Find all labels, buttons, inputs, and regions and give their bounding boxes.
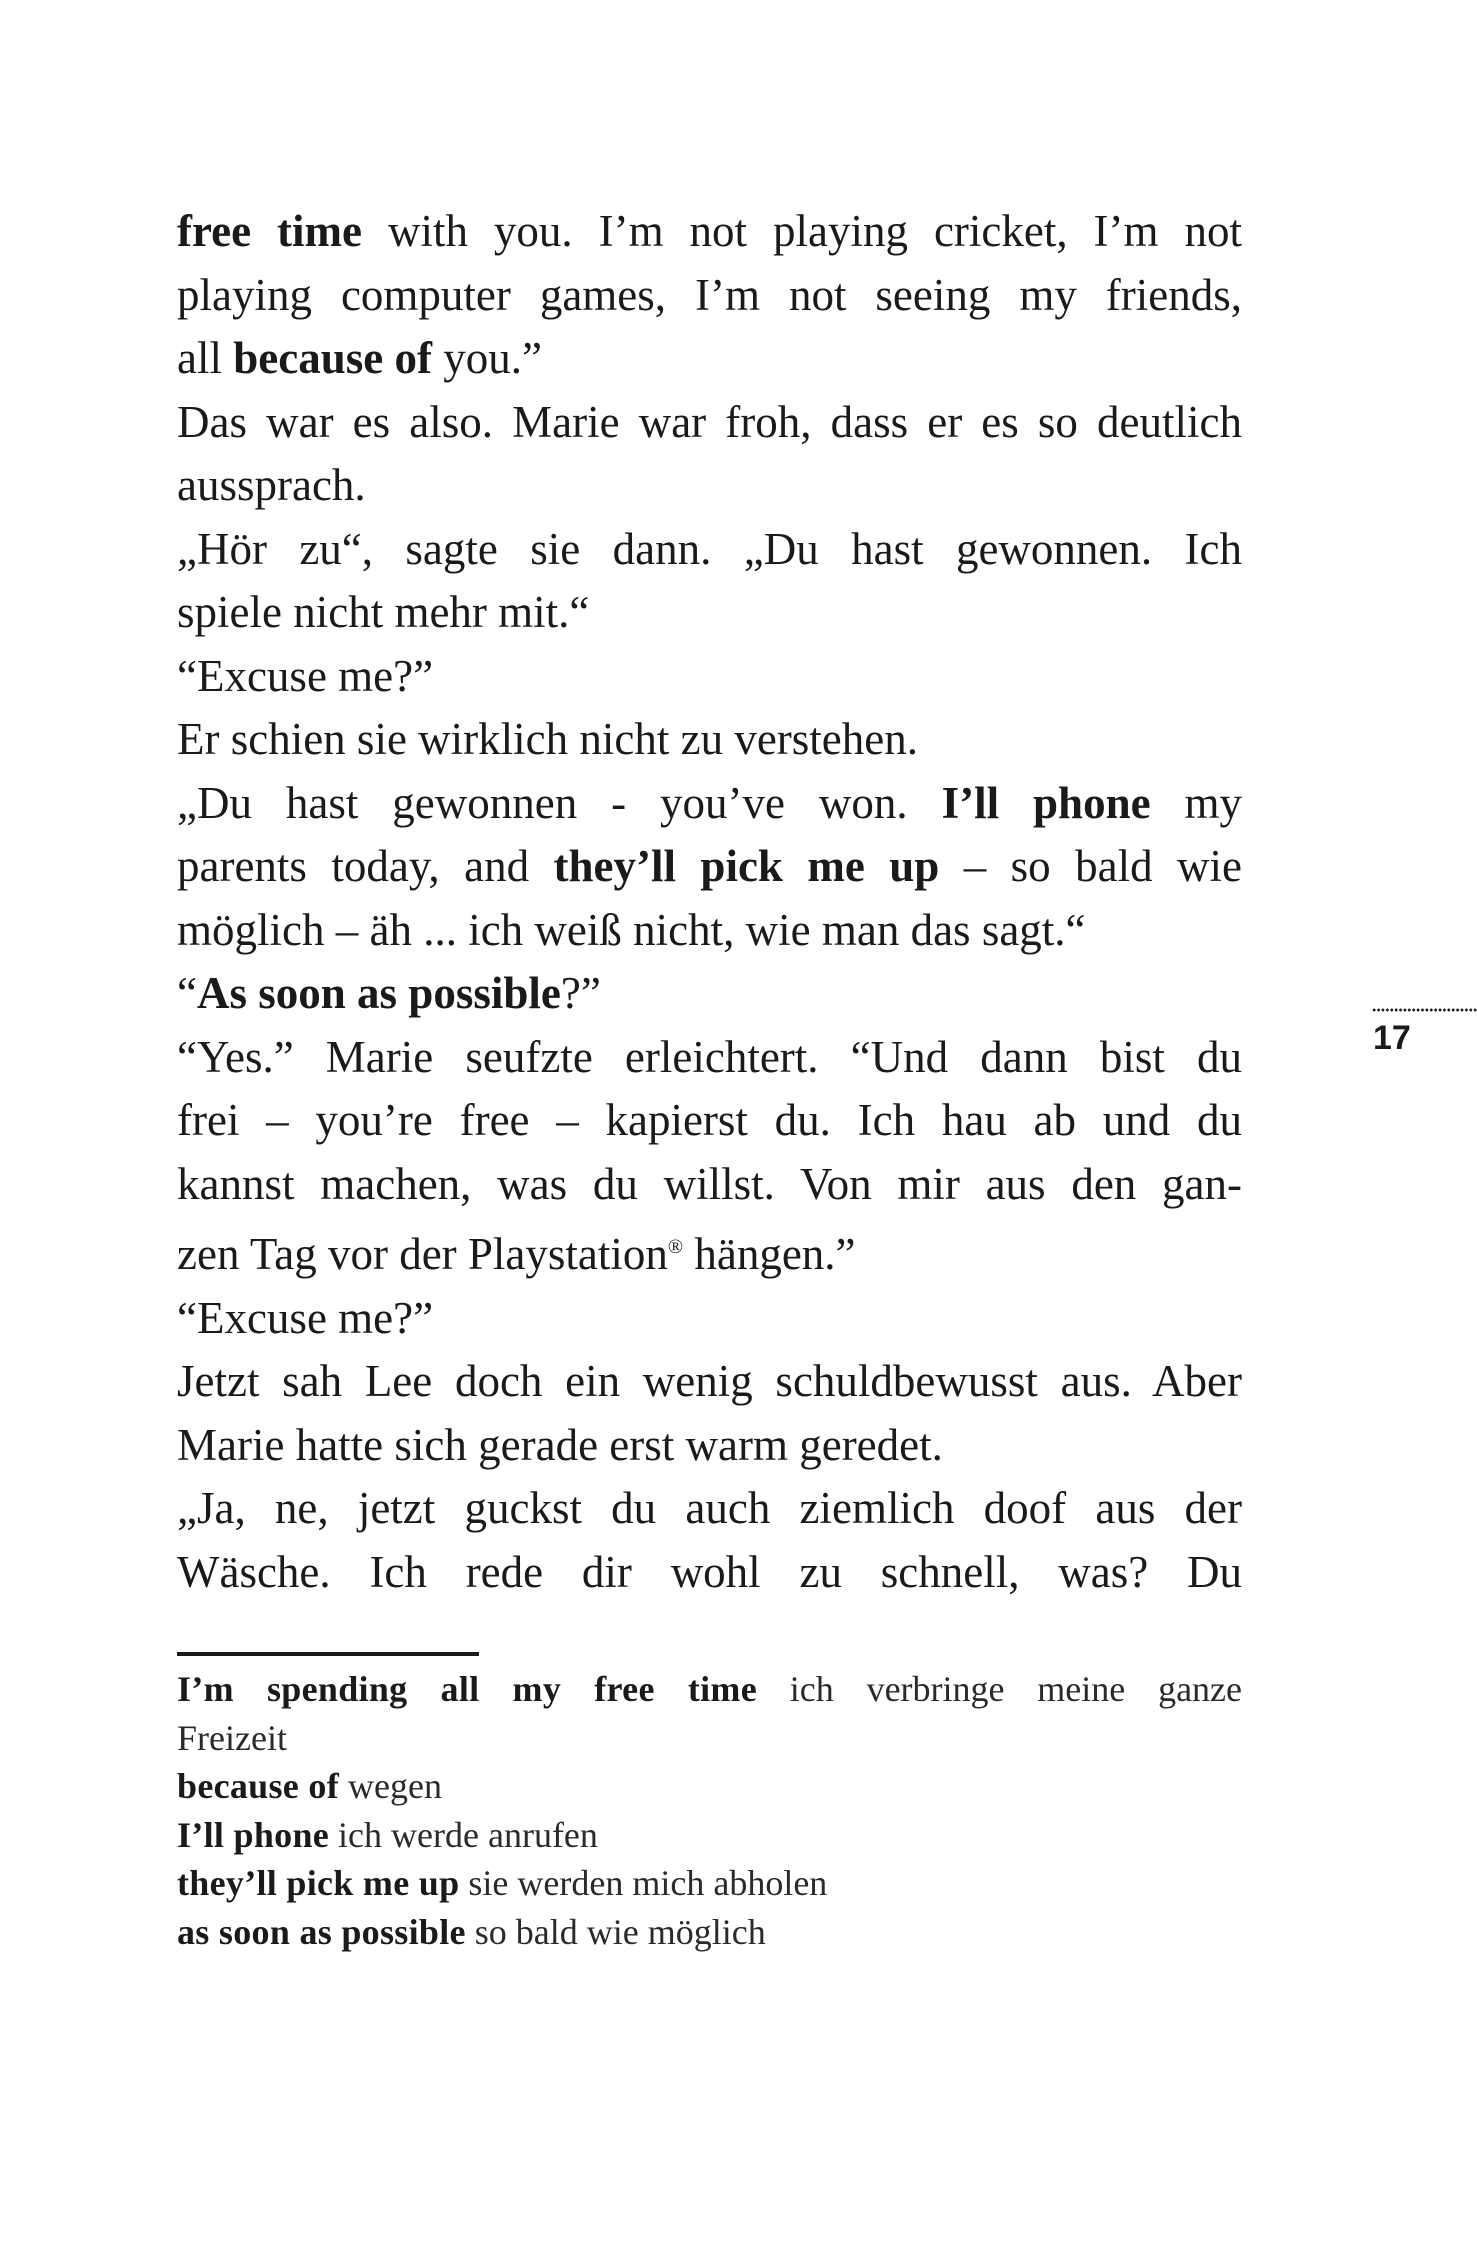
glossary-term: they’ll pick me up [177,1863,460,1903]
text-line [177,772,1242,836]
text-run: möglich – äh ... ich weiß nicht, wie man das sagt.“ [177,904,1086,955]
text-line [177,1153,1242,1217]
text-run: my [1150,777,1242,828]
text-run: „Du hast gewonnen - you’ve won. [177,777,942,828]
text-line [177,1414,1242,1478]
text-run: „Ja, ne, jetzt guckst du auch ziemlich doof aus der [177,1483,1242,1533]
text-run: kannst machen, was du willst. Von mir aus den gan- [177,1158,1242,1209]
glossary-entry [177,1665,1242,1714]
text-run: parents today, and [177,841,554,891]
text-run: ?” [560,968,601,1018]
text-run: hängen.” [683,1229,856,1279]
registered-mark: ® [667,1236,684,1258]
text-line [177,1287,1242,1351]
text-line [177,1026,1242,1090]
glossary-term: I’ll phone [177,1814,330,1855]
glossary-term: as soon as possible [177,1911,466,1952]
text-run: „Hör zu“, sagte sie dann. „Du hast gewonnen. Ich [177,523,1242,574]
text-run: Wäsche. Ich rede dir wohl zu schnell, was? Du [177,1546,1242,1597]
text-line [177,1089,1242,1153]
text-line [177,899,1242,963]
text-line [177,200,1242,264]
text-run: spiele nicht mehr mit.“ [177,587,590,637]
text-run: “Yes.” Marie seufzte erleichtert. “Und dann bist du [177,1031,1242,1082]
text-line [177,1541,1242,1605]
body-text [177,200,1242,1604]
text-line [177,327,1242,391]
footnote-rule [177,1652,479,1656]
text-run: Das war es also. Marie war froh, dass er es so deutlich [177,396,1242,447]
text-run: “ [177,968,197,1018]
text-run: Marie hatte sich gerade erst warm geredet. [177,1419,943,1470]
glossary-term: I’m spending all my free time [177,1669,757,1709]
text-run: “Excuse me?” [177,650,434,701]
text-run: you.” [431,333,542,383]
text-run: – so bald wie [939,841,1242,891]
bold-vocab-term: because of [233,333,432,383]
text-run: zen Tag vor der Playstation [177,1229,668,1279]
text-run: all [177,333,234,383]
text-line [177,391,1242,455]
text-line [177,645,1242,709]
bold-vocab-term: they’ll pick me up [553,841,940,891]
glossary-entry [177,1762,1242,1811]
text-line [177,581,1242,645]
page-number-dots [1372,1008,1477,1012]
glossary-entry [177,1908,1242,1957]
text-line [177,518,1242,582]
text-line [177,708,1242,772]
text-line [177,1350,1242,1414]
text-line [177,264,1242,328]
glossary-entry [177,1714,1242,1763]
text-run: with you. I’m not playing cricket, I’m not [362,206,1242,256]
glossary-translation: Freizeit [177,1717,287,1758]
glossary-entry [177,1859,1242,1908]
glossary-translation: wegen [347,1766,442,1806]
text-line [177,454,1242,518]
text-run: Jetzt sah Lee doch ein wenig schuldbewusst aus. Aber [177,1356,1242,1406]
text-run: “Excuse me?” [177,1292,434,1343]
glossary-term: because of [177,1766,339,1806]
glossary-translation: ich werde anrufen [338,1814,598,1855]
text-run: frei – you’re free – kapierst du. Ich hau ab und du [177,1095,1242,1145]
text-line [177,1477,1242,1541]
text-line [177,835,1242,899]
bold-vocab-term: I’ll phone [941,777,1151,828]
text-line [177,1216,1242,1287]
glossary-entry [177,1811,1242,1860]
text-line [177,962,1242,1026]
glossary-translation: ich verbringe meine ganze [789,1669,1243,1709]
text-run: playing computer games, I’m not seeing my friends, [177,269,1242,320]
bold-vocab-term: free time [177,206,362,256]
page-number: 17 [1373,1019,1411,1057]
glossary-translation: so bald wie möglich [474,1911,766,1952]
bold-vocab-term: As soon as possible [196,968,561,1018]
text-run: Er schien sie wirklich nicht zu verstehen. [177,714,919,764]
glossary [177,1665,1242,1956]
text-run: aussprach. [177,460,366,510]
glossary-translation: sie werden mich abholen [468,1863,828,1903]
